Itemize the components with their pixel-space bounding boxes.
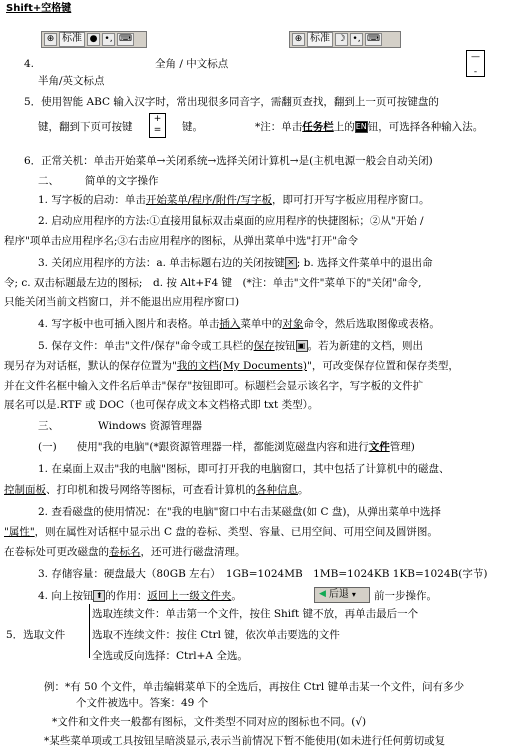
s2-1	[38, 194, 429, 207]
item5-line2-a: 键，翻到下页可按键	[38, 121, 133, 133]
s2-5-line2	[4, 360, 459, 373]
s3-2-l3b: ，还可进行磁盘清理。	[140, 546, 246, 558]
sub1	[38, 441, 415, 454]
s2-4-b: 菜单中的	[240, 318, 283, 330]
s2-3-l1a: 3. 关闭应用程序的方法：a. 单击标题右边的关闭按键	[38, 257, 285, 269]
s3-2-line1: 2. 查看磁盘的使用情况：在"我的电脑"窗口中右击某磁盘(如 C 盘)，从弹出菜单中选择	[38, 506, 441, 518]
insert-menu: 插入	[219, 318, 241, 330]
sec3-num: 三、	[38, 420, 59, 432]
sub1-num: (一)	[38, 441, 57, 453]
s2-3-line2: 令; c. 双击标题最左边的图标; d. 按 Alt+F4 键 (*注：单击"文件"菜单下的"关闭"命令,	[4, 277, 422, 289]
up-level-term: 返回上一级文件夹	[147, 590, 232, 602]
s2-5-l1a: 5. 保存文件：单击"文件/保存"命令或工具栏的	[38, 340, 254, 352]
s3-4	[38, 590, 242, 603]
example-line2: 个文件被选中。答案：49 个	[76, 697, 209, 709]
close-icon: ✕	[285, 257, 297, 269]
my-documents: 我的文档(My Documents)	[176, 360, 307, 372]
s2-2-line1: 2. 启动应用程序的方法:①直接用鼠标双击桌面的应用程序的快捷图标；②从"开始 /	[38, 215, 424, 227]
dash-key-box	[466, 50, 485, 77]
s3-2-l2: ，则在属性对话框中显示出 C 盘的卷标、类型、容量、已用空间、可用空间及圆饼图。	[34, 526, 438, 538]
plus-key: +	[153, 114, 162, 124]
s3-3: 3. 存储容量：硬盘最大（80GB 左右） 1GB=1024MB 1MB=1024KB 1KB=1024B(字节)	[38, 568, 488, 580]
s3-2-line3	[4, 546, 246, 559]
item5-line1: 5．使用智能 ABC 输入汉字时，常出现很多同音字，需翻页查找，翻到上一页可按键盘的	[24, 96, 439, 108]
select-discontinuous: 选取不连续文件：按住 Ctrl 键，依次单击要选的文件	[92, 629, 340, 641]
s2-1-a: 1. 写字板的启动：单击	[38, 194, 146, 206]
en-input-icon: EN	[355, 122, 367, 131]
info-term: 各种信息	[256, 484, 298, 496]
s2-2-line2: 程序"项单击应用程序名;③右击应用程序的图标，从弹出菜单中选"打开"命令	[4, 235, 359, 247]
note-prefix: *注：单击	[255, 121, 303, 133]
sub1-b: 管理)	[389, 441, 415, 453]
back-arrow-icon: ◀	[319, 589, 326, 600]
punctuation-dots-icon: •,	[350, 33, 363, 46]
s3-4-b: 的作用：	[105, 590, 148, 602]
item4-line2: 半角/英文标点	[38, 75, 105, 87]
s3-1-l2b: 。	[298, 484, 309, 496]
note-on: 上的	[333, 121, 355, 133]
equals-key: =	[153, 125, 162, 135]
ime-status-bar-right	[289, 31, 401, 48]
volume-name: 卷标名	[109, 546, 141, 558]
s3-1-l2a: 、打印机和拨号网络等图标，可查看计算机的	[46, 484, 256, 496]
sec3-title: Windows 资源管理器	[98, 420, 202, 432]
properties-term: "属性"	[4, 526, 35, 538]
save-disk-icon: ▣	[296, 340, 308, 352]
ime-mode-label: 标准	[59, 32, 85, 47]
taskbar-term: 任务栏	[302, 121, 334, 133]
keyboard-icon: ⌨	[365, 33, 382, 46]
s2-5-line3: 并在文件名框中输入文件名后单击"保存"按钮即可。标题栏会显示该名字，写字板的文件扩	[4, 380, 424, 392]
s2-5-l2a: 现另存为对话框，默认的保存位置为"	[4, 360, 177, 372]
page-heading: Shift+空格键	[6, 3, 72, 14]
keyboard-icon: ⌨	[117, 33, 134, 46]
s2-4	[38, 318, 440, 331]
up-folder-icon: ⬆	[93, 590, 105, 602]
s3-2-line2	[4, 526, 438, 539]
note-suffix: ，可选择各种输入法。	[378, 121, 484, 133]
ime-status-bar-left	[41, 31, 147, 48]
note-button: 钮	[367, 121, 379, 133]
object-command: 对象	[282, 318, 304, 330]
punctuation-dots-icon: •,	[102, 33, 115, 46]
s2-4-a: 4. 写字板中也可插入图片和表格。单击	[38, 318, 220, 330]
back-label: 后退	[328, 588, 349, 600]
select-all: 全选或反向选择：Ctrl+A 全选。	[92, 650, 248, 662]
s3-1-line2	[4, 484, 309, 497]
select-files-lead: 5．选取文件	[6, 629, 66, 641]
item4-text: 全角 / 中文标点	[155, 58, 229, 70]
s3-4-a: 4. 向上按钮	[38, 590, 94, 602]
s2-4-c: 命令，然后选取图像或表格。	[303, 318, 440, 330]
plus-key-box	[149, 113, 166, 138]
s2-3-line3: 只能关闭当前文档窗口，并不能退出应用程序窗口)	[4, 296, 240, 308]
back-button[interactable]	[314, 587, 370, 603]
dash-key-top: —	[471, 52, 480, 62]
s2-5-line4: 展名可以是.RTF 或 DOC（也可保存成文本文档格式即 txt 类型）。	[4, 399, 319, 411]
s3-1-line1: 1. 在桌面上双击"我的电脑"图标，即可打开我的电脑窗口，其中包括了计算机中的磁盘、	[38, 463, 450, 475]
s2-3-line1	[38, 257, 433, 270]
chevron-down-icon: ▾	[351, 590, 356, 599]
ime-mode-label: 标准	[307, 32, 333, 47]
dash-key-bottom: -	[473, 67, 478, 77]
s2-5-l2b: "，可改变保存位置和保存类型，	[306, 360, 459, 372]
s3-4-c: 。	[231, 590, 242, 602]
item5-line2-b: 键。	[182, 121, 203, 133]
sub1-a: 使用"我的电脑"(*跟资源管理器一样，都能浏览磁盘内容和进行	[76, 441, 369, 453]
example-line1: 例：*有 50 个文件，单击编辑菜单下的全选后，再按住 Ctrl 键单击某一个文件，问有多少	[44, 681, 465, 693]
s2-5-l1b: 按钮	[274, 340, 296, 352]
note-icons: *文件和文件夹一般都有图标，文件类型不同对应的图标也不同。(√)	[52, 716, 367, 728]
item5-note	[255, 121, 483, 134]
save-term: 保存	[253, 340, 275, 352]
note-disabled: *某些菜单项或工具按钮呈暗淡显示,表示当前情况下暂不能使用(如未进行任何剪切或复	[44, 735, 446, 747]
punctuation-icon: ●	[87, 33, 100, 46]
s2-1-b: ，即可打开写字板应用程序窗口。	[271, 194, 430, 206]
moon-icon: ☽	[335, 33, 348, 46]
item6: 6．正常关机：单击开始菜单→关闭系统→选择关闭计算机→是(主机电源一般会自动关闭)	[24, 155, 433, 167]
control-panel: 控制面板	[4, 484, 46, 496]
file-term: 文件	[368, 441, 390, 453]
wordpad-path: 开始菜单/程序/附件/写字板	[145, 194, 272, 206]
s2-5-line1	[38, 340, 423, 353]
sec2-num: 二、	[38, 175, 59, 187]
s2-5-l1c: 。若为新建的文档，则出	[307, 340, 424, 352]
sec2-title: 简单的文字操作	[85, 175, 159, 187]
s3-4-d: 前一步操作。	[374, 590, 437, 602]
ime-logo-icon: ⊕	[292, 33, 305, 46]
ime-logo-icon: ⊕	[44, 33, 57, 46]
s3-2-l3a: 在卷标处可更改磁盘的	[4, 546, 109, 558]
select-continuous: 选取连续文件：单击第一个文件，按住 Shift 键不放，再单击最后一个	[92, 608, 419, 620]
select-bracket	[89, 604, 90, 658]
item4-num: 4.	[24, 58, 35, 70]
s2-3-l1b: ; b. 选择文件菜单中的退出命	[296, 257, 433, 269]
